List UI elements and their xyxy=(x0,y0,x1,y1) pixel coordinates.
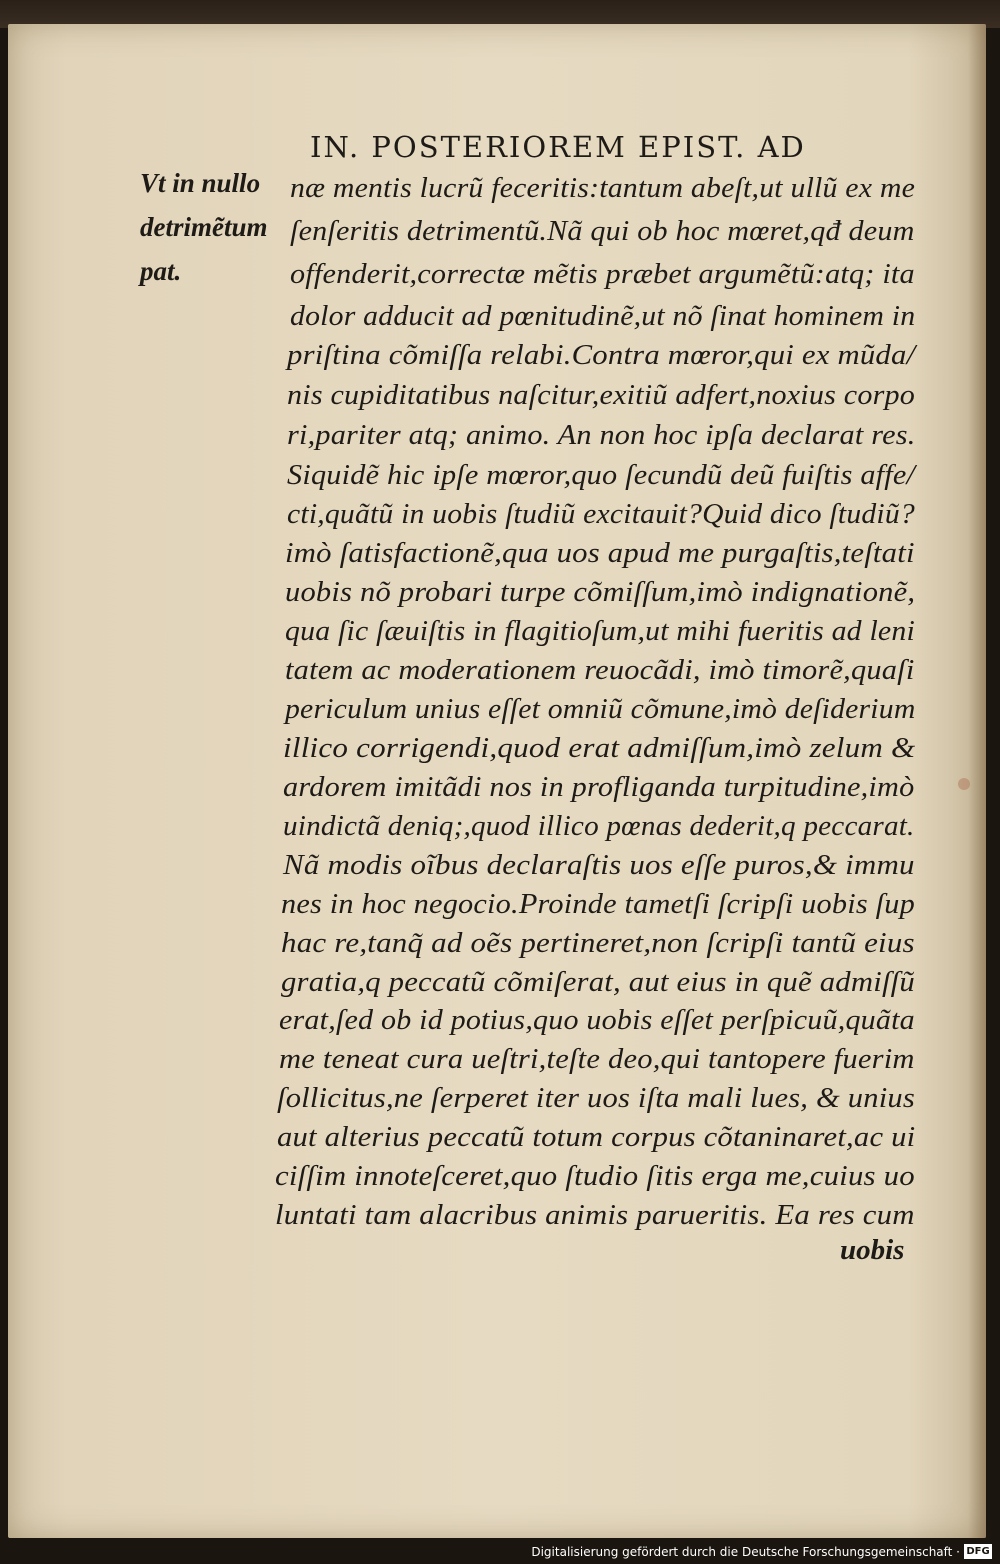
text-line-2: ſenſeritis detrimentũ.Nã qui ob hoc mœret,qđ deum xyxy=(290,215,915,247)
text-line-7: ri,pariter atq; animo. An non hoc ipſa declarat res. xyxy=(287,419,916,451)
digitization-credit: Digitalisierung gefördert durch die Deutsche Forschungsgemeinschaft · xyxy=(531,1545,960,1559)
text-line-13: tatem ac moderationem reuocãdi, imò timorẽ,quaſi xyxy=(285,654,915,686)
dfg-logo[interactable]: DFG xyxy=(964,1544,992,1559)
page-edge-shadow xyxy=(968,24,986,1538)
paper-stain xyxy=(958,778,970,790)
marginal-note-line-2: detrimẽtum xyxy=(140,212,268,242)
text-line-27: luntati tam alacribus animis parueritis. Ea res cum xyxy=(275,1199,915,1231)
text-line-6: nis cupiditatibus naſcitur,exitiũ adfert,noxius corpo xyxy=(287,379,916,411)
text-line-10: imò ſatisfactionẽ,qua uos apud me purgaſtis,teſtati xyxy=(285,537,915,569)
text-line-8: Siquidẽ hic ipſe mœror,quo ſecundũ deũ fuiſtis affe/ xyxy=(287,459,916,491)
text-line-22: erat,ſed ob id potius,quo uobis eſſet perſpicuũ,quãta xyxy=(279,1004,915,1036)
text-line-14: periculum unius eſſet omniũ cõmune,imò deſiderium xyxy=(285,693,916,725)
text-line-24: ſollicitus,ne ſerperet iter uos iſta mali lues, & unius xyxy=(277,1082,915,1114)
text-line-11: uobis nõ probari turpe cõmiſſum,imò indignationẽ, xyxy=(285,576,916,608)
marginal-note-line-3: pat. xyxy=(140,256,182,286)
text-line-21: gratia,q peccatũ cõmiſerat, aut eius in quẽ admiſſũ xyxy=(281,966,915,998)
text-line-9: cti,quãtũ in uobis ſtudiũ excitauit?Quid dico ſtudiũ? xyxy=(287,498,915,530)
text-line-19: nes in hoc negocio.Proinde tametſi ſcripſi uobis ſup xyxy=(281,888,915,920)
text-line-16: ardorem imitãdi nos in profliganda turpitudine,imò xyxy=(283,771,915,803)
text-line-26: ciſſim innoteſceret,quo ſtudio ſitis erga me,cuius uo xyxy=(275,1160,915,1192)
text-line-12: qua ſic ſæuiſtis in flagitioſum,ut mihi fueritis ad leni xyxy=(285,615,915,647)
text-line-17: uindictã deniq;,quod illico pœnas dederit,q peccarat. xyxy=(283,810,915,842)
running-head: IN. POSTERIOREM EPIST. AD xyxy=(310,130,806,164)
text-line-25: aut alterius peccatũ totum corpus cõtaninaret,ac ui xyxy=(277,1121,916,1153)
catchword: uobis xyxy=(840,1234,905,1266)
text-line-1: næ mentis lucrũ feceritis:tantum abeſt,ut ullũ ex me xyxy=(290,172,916,204)
marginal-note-line-1: Vt in nullo xyxy=(140,168,261,198)
text-line-5: priſtina cõmiſſa relabi.Contra mœror,qui ex mũda/ xyxy=(287,339,916,371)
text-line-20: hac re,tanq̃ ad oẽs pertineret,non ſcripſi tantũ eius xyxy=(281,927,915,959)
text-line-3: offenderit,correctæ mẽtis præbet argumẽtũ:atq; ita xyxy=(290,258,915,290)
text-line-18: Nã modis oĩbus declaraſtis uos eſſe puros,& immu xyxy=(283,849,915,881)
text-line-15: illico corrigendi,quod erat admiſſum,imò zelum & xyxy=(283,732,916,764)
text-line-4: dolor adducit ad pœnitudinẽ,ut nõ ſinat hominem in xyxy=(290,300,916,332)
text-line-23: me teneat cura ueſtri,teſte deo,qui tantopere fuerim xyxy=(279,1043,915,1075)
